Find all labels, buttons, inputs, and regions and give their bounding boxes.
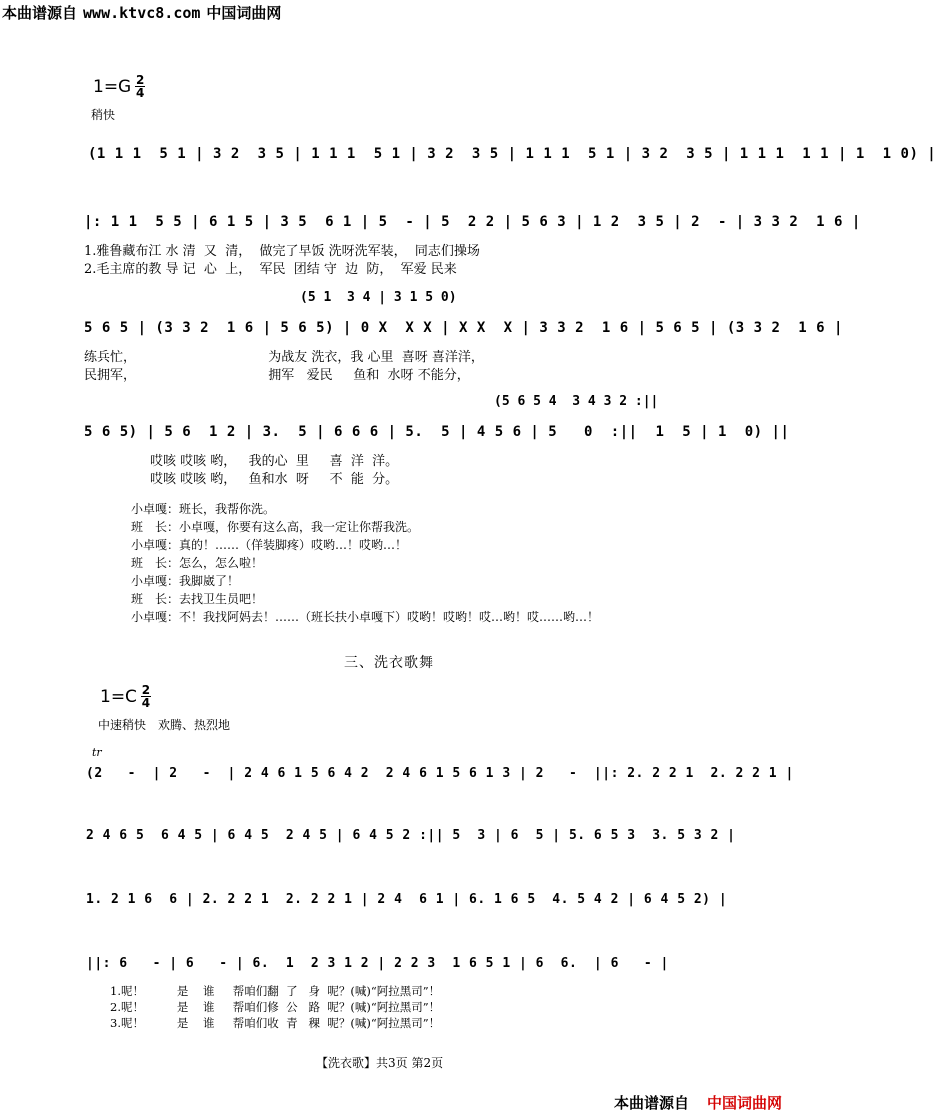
tempo-marking-2: 中速稍快 欢腾、热烈地	[98, 718, 231, 732]
watermark-site-label: 本曲谱源自	[613, 1094, 689, 1112]
lyrics-row-2-verse-1: 1.雅鲁藏布江 水 清 又 清， 做完了早饭 洗呀洗军装， 同志们操场	[84, 244, 480, 259]
staff-row-4: 5 6 5) | 5 6 1 2 | 3. 5 | 6 6 6 | 5. 5 | 4 5 6 | 5 0 :|| 1 5 | 1 0) ||	[84, 424, 790, 440]
staff-row-8: ||: 6 - | 6 - | 6. 1 2 3 1 2 | 2 2 3 1 6 5 1 | 6 6. | 6 - |	[86, 956, 669, 971]
key-signature-1	[93, 74, 145, 99]
staff-row-4-upper: (5 6 5 4 3 4 3 2 :||	[494, 394, 659, 409]
lyrics-row-8-verse-1: 1.呢！ 是 谁 帮咱们翻 了 身 呢？(喊)“阿拉黑司”！	[110, 984, 441, 998]
key-signature-2	[100, 684, 151, 709]
staff-row-3-upper: (5 1 3 4 | 3 1 5 0)	[300, 290, 457, 305]
lyrics-row-8-verse-2: 2.呢！ 是 谁 帮咱们修 公 路 呢？(喊)“阿拉黑司”！	[110, 1000, 441, 1014]
staff-row-3: 5 6 5 | (3 3 2 1 6 | 5 6 5) | 0 X X X | X X X | 3 3 2 1 6 | 5 6 5 | (3 3 2 1 6 |	[84, 320, 843, 336]
dialogue-line: 班 长：怎么，怎么啦！	[131, 556, 264, 570]
dialogue-line: 班 长：小卓嘎，你要有这么高，我一定让你帮我洗。	[131, 520, 420, 534]
lyrics-row-4-verse-2: 哎咳 哎咳 哟， 鱼和水 呀 不 能 分。	[150, 472, 399, 487]
watermark-site-name: 中国词曲网	[706, 1094, 782, 1112]
section-title: 三、洗衣歌舞	[344, 655, 434, 671]
dialogue-line: 小卓嘎：真的！……（佯装脚疼）哎哟…！哎哟…！	[131, 538, 408, 552]
dialogue-block	[131, 500, 599, 626]
tempo-marking-1: 稍快	[91, 108, 116, 122]
staff-row-1: (1 1 1 5 1 | 3 2 3 5 | 1 1 1 5 1 | 3 2 3 5 | 1 1 1 5 1 | 3 2 3 5 | 1 1 1 1 1 | 1 1 0) |	[88, 146, 936, 162]
lyrics-row-3-verse-2: 民拥军， 拥军 爱民 鱼和 水呀 不能分，	[84, 368, 470, 383]
bottom-watermark	[614, 1092, 782, 1113]
page-footer: 【洗衣歌】共3页 第2页	[316, 1056, 444, 1070]
lyrics-row-8-verse-3: 3.呢！ 是 谁 帮咱们收 青 稞 呢？(喊)“阿拉黑司”！	[110, 1016, 441, 1030]
staff-row-5: (2 - | 2 - | 2 4 6 1 5 6 4 2 2 4 6 1 5 6 1 3 | 2 - ||: 2. 2 2 1 2. 2 2 1 |	[86, 766, 794, 781]
dialogue-line: 班 长：去找卫生员吧！	[131, 592, 264, 606]
staff-row-6: 2 4 6 5 6 4 5 | 6 4 5 2 4 5 | 6 4 5 2 :|| 5 3 | 6 5 | 5. 6 5 3 3. 5 3 2 |	[86, 828, 736, 843]
lyrics-row-2-verse-2: 2.毛主席的教 导 记 心 上， 军民 团结 守 边 防， 军爱 民来	[84, 262, 457, 277]
staff-row-7: 1. 2 1 6 6 | 2. 2 2 1 2. 2 2 1 | 2 4 6 1 | 6. 1 6 5 4. 5 4 2 | 6 4 5 2) |	[86, 892, 728, 907]
lyrics-row-3-verse-1: 练兵忙， 为战友 洗衣，我 心里 喜呀 喜洋洋，	[84, 350, 484, 365]
watermark-url[interactable]: www.ktvc8.com	[83, 4, 201, 22]
dialogue-line: 小卓嘎：班长，我帮你洗。	[131, 502, 276, 516]
key-label: 1=G	[93, 76, 132, 97]
key-label: 1=C	[100, 686, 137, 707]
time-signature-1: $\frac{2}{4}$	[136, 73, 145, 100]
watermark-site-name: 中国词曲网	[206, 4, 282, 22]
top-watermark	[2, 2, 281, 23]
watermark-site-label: 本曲谱源自	[2, 4, 78, 22]
lyrics-row-4-verse-1: 哎咳 哎咳 哟， 我的心 里 喜 洋 洋。	[150, 454, 399, 469]
dialogue-line: 小卓嘎：不！我找阿妈去！……（班长扶小卓嘎下）哎哟！哎哟！哎…哟！哎……哟…！	[131, 610, 600, 624]
time-signature-2: $\frac{2}{4}$	[141, 683, 151, 710]
staff-row-2: |: 1 1 5 5 | 6 1 5 | 3 5 6 1 | 5 - | 5 2 2 | 5 6 3 | 1 2 3 5 | 2 - | 3 3 2 1 6 |	[84, 214, 861, 230]
trill-mark: tr	[92, 746, 102, 759]
dialogue-line: 小卓嘎：我脚崴了！	[131, 574, 240, 588]
